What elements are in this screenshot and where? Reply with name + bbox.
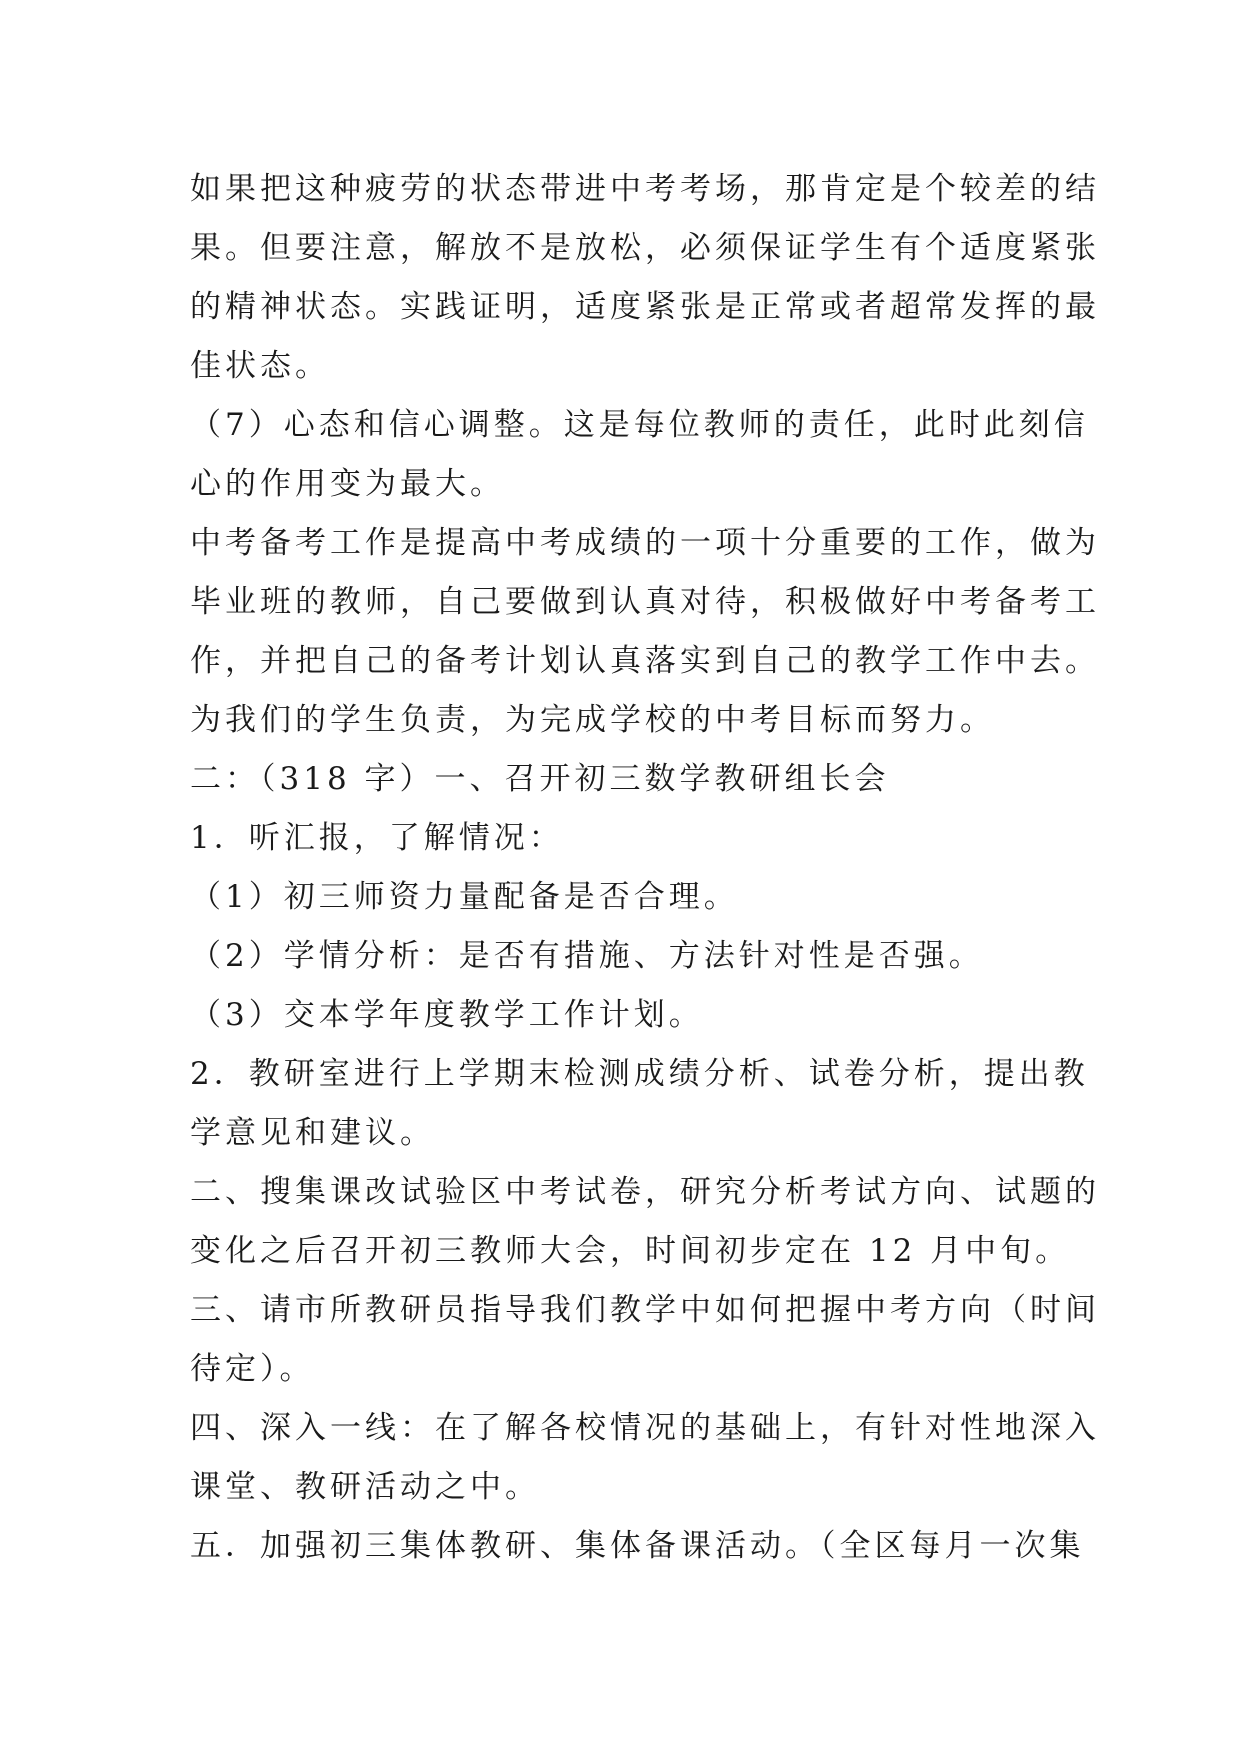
text-line: 1．听汇报，了解情况：	[190, 820, 564, 856]
list-item: （1）初三师资力量配备是否合理。	[190, 879, 739, 915]
text-line: 四、深入一线：在了解各校情况的基础上，有针对性地深入	[190, 1410, 1100, 1446]
text-line: 五．加强初三集体教研、集体备课活动。（全区每月一次集	[190, 1528, 1085, 1564]
text-line: 待定）。	[190, 1351, 315, 1387]
text-line: 三、请市所教研员指导我们教学中如何把握中考方向（时间	[190, 1292, 1100, 1328]
text-line: 作，并把自己的备考计划认真落实到自己的教学工作中去。	[190, 643, 1100, 679]
text-line: 课堂、教研活动之中。	[190, 1469, 540, 1505]
text-line: 变化之后召开初三教师大会，时间初步定在 12 月中旬。	[190, 1233, 1071, 1269]
text-line: 果。但要注意，解放不是放松，必须保证学生有个适度紧张	[190, 230, 1100, 266]
text-line: 佳状态。	[190, 348, 330, 384]
text-line: 2．教研室进行上学期末检测成绩分析、试卷分析，提出教	[190, 1056, 1089, 1092]
text-line: 如果把这种疲劳的状态带进中考考场，那肯定是个较差的结	[190, 171, 1100, 207]
text-line: 心的作用变为最大。	[190, 466, 505, 502]
text-line: 中考备考工作是提高中考成绩的一项十分重要的工作，做为	[190, 525, 1100, 561]
text-line: 为我们的学生负责，为完成学校的中考目标而努力。	[190, 702, 995, 738]
section-heading: 二：（318 字）一、召开初三数学教研组长会	[190, 761, 890, 797]
text-line: 毕业班的教师，自己要做到认真对待，积极做好中考备考工	[190, 584, 1100, 620]
text-line: （7）心态和信心调整。这是每位教师的责任，此时此刻信	[190, 407, 1089, 443]
list-item: （3）交本学年度教学工作计划。	[190, 997, 704, 1033]
list-item: （2）学情分析：是否有措施、方法针对性是否强。	[190, 938, 984, 974]
text-line: 的精神状态。实践证明，适度紧张是正常或者超常发挥的最	[190, 289, 1100, 325]
text-line: 学意见和建议。	[190, 1115, 435, 1151]
body-text	[190, 160, 1100, 1576]
text-line: 二、搜集课改试验区中考试卷，研究分析考试方向、试题的	[190, 1174, 1100, 1210]
